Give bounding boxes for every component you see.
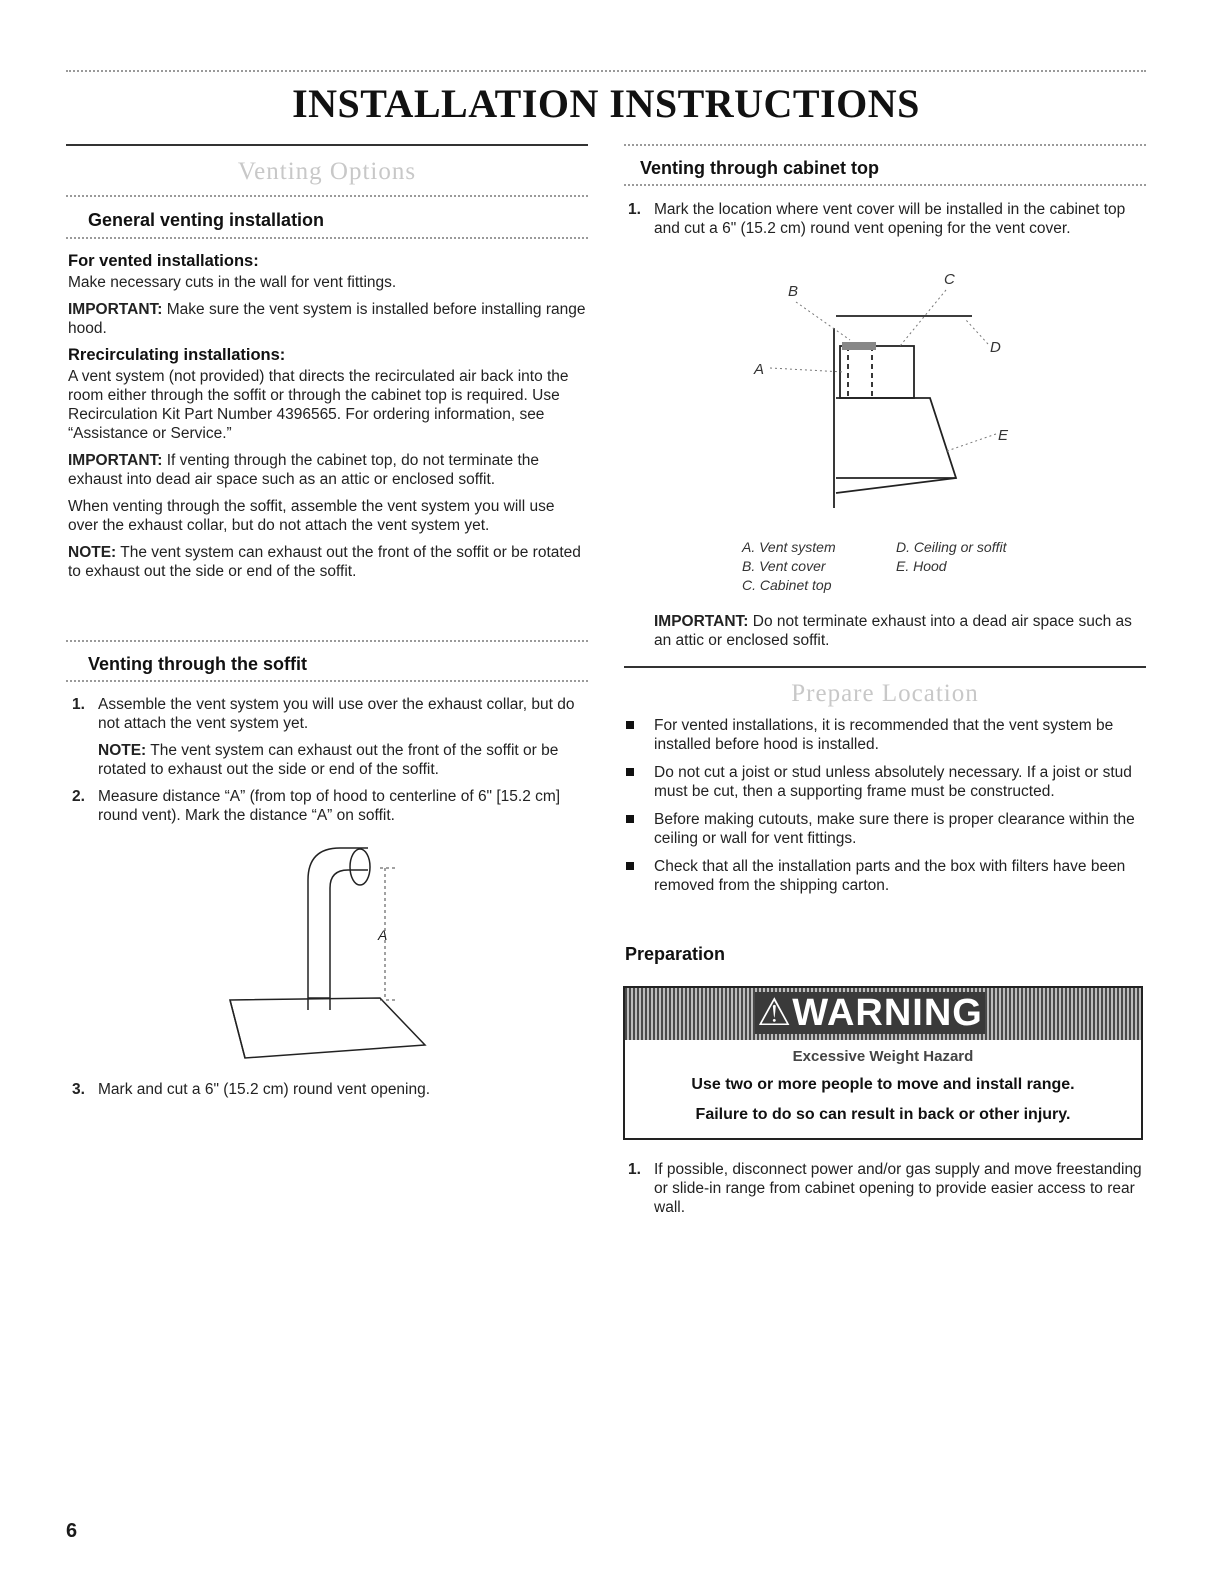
bullet-square-icon bbox=[626, 721, 634, 729]
list-item bbox=[624, 763, 1144, 801]
step-note bbox=[98, 741, 588, 779]
caption-left bbox=[742, 538, 836, 595]
list-item bbox=[624, 857, 1144, 895]
recirculating-heading: Rrecirculating installations: bbox=[68, 346, 286, 364]
soffit-steps bbox=[68, 695, 588, 833]
warning-line-1: Use two or more people to move and install range. bbox=[691, 1076, 1075, 1093]
bullet-text: Check that all the installation parts and the box with filters have been removed from the shipping carton. bbox=[654, 858, 1126, 894]
heading-venting-through-cabinet: Venting through cabinet top bbox=[640, 158, 879, 178]
list-item bbox=[624, 810, 1144, 848]
section-title-venting-options: Venting Options bbox=[237, 158, 417, 185]
heading-venting-through-soffit: Venting through the soffit bbox=[88, 654, 307, 674]
step-number: 3. bbox=[72, 1081, 85, 1098]
step-text: Mark the location where vent cover will be installed in the cabinet top and cut a 6" (15.2 cm) round vent opening for the vent cover. bbox=[654, 201, 1126, 237]
dim-label-a: A bbox=[378, 927, 388, 943]
note-text: The vent system can exhaust out the front of the soffit or be rotated to exhaust out the side or end of the soffit. bbox=[68, 544, 581, 580]
cabinet-step-1 bbox=[624, 200, 1144, 238]
bullet-square-icon bbox=[626, 862, 634, 870]
divider bbox=[66, 237, 588, 239]
leader-d bbox=[966, 320, 988, 344]
caption-e: E. Hood bbox=[896, 558, 947, 574]
warning-band bbox=[625, 988, 1141, 1040]
soffit-step-3 bbox=[68, 1080, 588, 1099]
preparation-step-1 bbox=[624, 1160, 1144, 1217]
important-text: Make sure the vent system is installed before installing range hood. bbox=[68, 301, 586, 337]
heading-preparation: Preparation bbox=[625, 944, 726, 964]
vent-pipe-inner bbox=[330, 870, 368, 1010]
soffit-step-2 bbox=[68, 787, 588, 825]
label-a: A bbox=[754, 361, 765, 378]
leader-b bbox=[796, 302, 850, 340]
step-text: Mark and cut a 6" (15.2 cm) round vent opening. bbox=[98, 1081, 431, 1098]
leader-a bbox=[770, 368, 844, 372]
note-label: NOTE: bbox=[68, 544, 117, 561]
warning-hazard: Excessive Weight Hazard bbox=[792, 1048, 974, 1065]
label-b: B bbox=[788, 283, 799, 300]
recirculating-text: A vent system (not provided) that directs the recirculated air back into the room either through the soffit or through the cabinet top is required. Use Recirculation Kit Part Number 4396565. For ordering information, see “Assistance or Service.” bbox=[68, 368, 569, 442]
note-paragraph bbox=[68, 543, 588, 581]
divider bbox=[66, 640, 588, 642]
caption-right bbox=[896, 538, 1006, 576]
warning-box bbox=[623, 986, 1143, 1140]
divider bbox=[66, 195, 588, 197]
list-item bbox=[624, 716, 1144, 754]
vent-cover bbox=[842, 342, 876, 350]
step-text: If possible, disconnect power and/or gas supply and move freestanding or slide-in range from cabinet opening to provide easier access to rear wall. bbox=[654, 1161, 1142, 1216]
top-rule bbox=[66, 70, 1146, 72]
hood-edge bbox=[230, 1000, 245, 1058]
important-label: IMPORTANT: bbox=[68, 452, 163, 469]
divider bbox=[66, 680, 588, 682]
leader-c bbox=[900, 290, 946, 346]
caption-c: C. Cabinet top bbox=[742, 577, 832, 593]
bullet-square-icon bbox=[626, 768, 634, 776]
heading-general-venting: General venting installation bbox=[88, 210, 325, 230]
section-title-prepare-location: Prepare Location bbox=[791, 680, 979, 707]
cabinet-important bbox=[654, 612, 1144, 658]
bullet-text: For vented installations, it is recommended that the vent system be installed before hood is installed. bbox=[654, 717, 1114, 753]
warning-line-2: Failure to do so can result in back or other injury. bbox=[695, 1106, 1071, 1123]
vented-installations-heading: For vented installations: bbox=[68, 252, 259, 270]
vent-pipe-opening bbox=[350, 849, 370, 885]
soffit-step-1 bbox=[68, 695, 588, 779]
bullet-text: Before making cutouts, make sure there is proper clearance within the ceiling or wall for vent fittings. bbox=[654, 811, 1135, 847]
caption-b: B. Vent cover bbox=[742, 558, 826, 574]
right-section-rule bbox=[624, 666, 1146, 668]
divider bbox=[624, 184, 1146, 186]
important-note-1 bbox=[68, 300, 588, 338]
page-number: 6 bbox=[66, 1520, 78, 1542]
important-label: IMPORTANT: bbox=[654, 613, 749, 630]
page-title: INSTALLATION INSTRUCTIONS bbox=[292, 81, 920, 126]
general-venting-body bbox=[68, 252, 588, 589]
cabinet-box bbox=[840, 346, 914, 398]
label-c: C bbox=[944, 271, 955, 288]
cabinet-step-1-wrap bbox=[624, 200, 1144, 246]
note-label: NOTE: bbox=[98, 742, 147, 759]
bullet-text: Do not cut a joist or stud unless absolutely necessary. If a joist or stud must be cut, then a supporting frame must be constructed. bbox=[654, 764, 1132, 800]
vented-installations-text: Make necessary cuts in the wall for vent fittings. bbox=[68, 274, 397, 291]
note-text: The vent system can exhaust out the front of the soffit or be rotated to exhaust out the side or end of the soffit. bbox=[98, 742, 559, 778]
label-d: D bbox=[990, 339, 1001, 356]
step-text: Assemble the vent system you will use over the exhaust collar, but do not attach the vent system yet. bbox=[98, 696, 575, 732]
warning-label: ⚠WARNING bbox=[755, 992, 985, 1034]
caption-a: A. Vent system bbox=[742, 539, 836, 555]
final-step-wrap bbox=[624, 1160, 1144, 1225]
soffit-step-3-wrap bbox=[68, 1080, 588, 1107]
important-text: If venting through the cabinet top, do not terminate the exhaust into dead air space such as an attic or enclosed soffit. bbox=[68, 452, 539, 488]
left-section-rule bbox=[66, 144, 588, 146]
label-e: E bbox=[998, 427, 1009, 444]
important-text: Do not terminate exhaust into a dead air space such as an attic or enclosed soffit. bbox=[654, 613, 1132, 649]
caption-d: D. Ceiling or soffit bbox=[896, 539, 1007, 555]
step-text: Measure distance “A” (from top of hood to centerline of 6" [15.2 cm] round vent). Mark the distance “A” on soffit. bbox=[98, 788, 561, 824]
prepare-bullet-list bbox=[624, 716, 1144, 904]
cabinet-vent-diagram bbox=[740, 268, 1030, 518]
hood-body bbox=[230, 998, 425, 1058]
step-number: 1. bbox=[72, 696, 85, 713]
leader-e bbox=[944, 434, 996, 452]
step-number: 2. bbox=[72, 788, 85, 805]
bullet-square-icon bbox=[626, 815, 634, 823]
soffit-venting-text: When venting through the soffit, assemble the vent system you will use over the exhaust collar, but do not attach the vent system yet. bbox=[68, 498, 555, 534]
soffit-vent-diagram bbox=[220, 840, 440, 1070]
important-label: IMPORTANT: bbox=[68, 301, 163, 318]
important-note-2 bbox=[68, 451, 588, 489]
step-number: 1. bbox=[628, 1161, 641, 1178]
step-number: 1. bbox=[628, 201, 641, 218]
divider bbox=[624, 144, 1146, 146]
